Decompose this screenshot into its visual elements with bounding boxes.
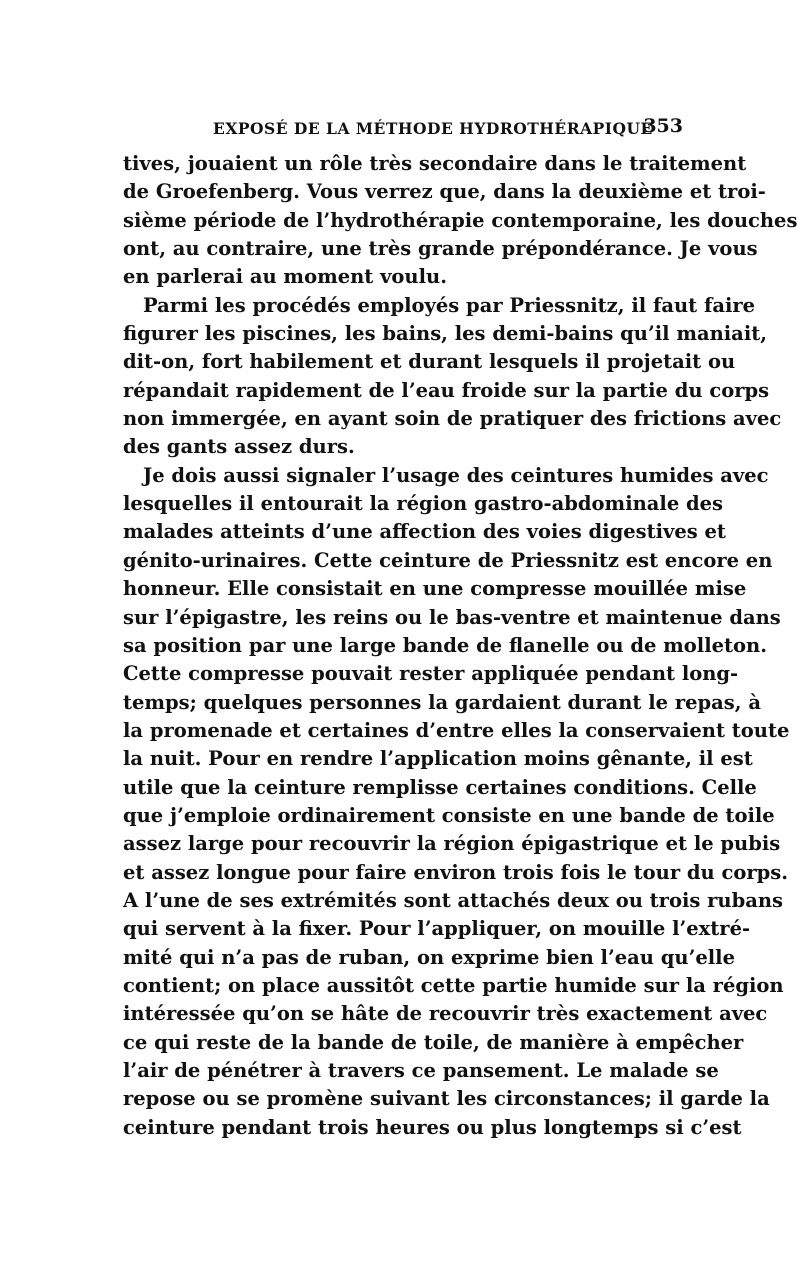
text-line: mité qui n’a pas de ruban, on exprime bien l’eau qu’elle (123, 945, 735, 969)
text-line: non immergée, en ayant soin de pratiquer des frictions avec (123, 407, 782, 431)
text-line: figurer les piscines, les bains, les demi-bains qu’il maniait, (123, 322, 768, 346)
text-line: la nuit. Pour en rendre l’application moins gênante, il est (123, 747, 753, 771)
text-line: sième période de l’hydrothérapie contemporaine, les douches (123, 208, 798, 232)
text-line: dit-on, fort habilement et durant lesquels il projetait ou (123, 350, 736, 374)
text-line: Parmi les procédés employés par Priessnitz, il faut faire (143, 293, 756, 317)
text-line: qui servent à la fixer. Pour l’appliquer, on mouille l’extré- (123, 917, 751, 941)
text-line: intéressée qu’on se hâte de recouvrir très exactement avec (123, 1002, 768, 1026)
text-line: en parlerai au moment voulu. (123, 265, 447, 289)
text-line: malades atteints d’une affection des voies digestives et (123, 520, 726, 544)
text-line: ce qui reste de la bande de toile, de manière à empêcher (123, 1030, 744, 1054)
text-line: l’air de pénétrer à travers ce pansement. Le malade se (123, 1059, 719, 1082)
text-line: lesquelles il entourait la région gastro-abdominale des (123, 492, 724, 516)
body-text (123, 150, 798, 1142)
running-header (123, 115, 683, 139)
text-line: ceinture pendant trois heures ou plus longtemps si c’est (123, 1115, 742, 1139)
page-number: 353 (643, 115, 683, 137)
text-line: la promenade et certaines d’entre elles la conservaient toute (123, 718, 790, 742)
text-line: honneur. Elle consistait en une compresse mouillée mise (123, 577, 747, 601)
text-line: sa position par une large bande de flanelle ou de molleton. (123, 633, 768, 657)
text-line: tives, jouaient un rôle très secondaire dans le traitement (123, 152, 747, 175)
text-line: et assez longue pour faire environ trois fois le tour du corps. (123, 860, 789, 884)
text-line: Je dois aussi signaler l’usage des ceintures humides avec (143, 463, 769, 487)
text-line: que j’emploie ordinairement consiste en une bande de toile (123, 803, 775, 827)
text-line: des gants assez durs. (123, 435, 355, 459)
text-line: génito-urinaires. Cette ceinture de Priessnitz est encore en (123, 548, 773, 572)
text-line: A l’une de ses extrémités sont attachés deux ou trois rubans (123, 888, 784, 912)
text-line: assez large pour recouvrir la région épigastrique et le pubis (123, 832, 781, 856)
text-line: ont, au contraire, une très grande prépondérance. Je vous (123, 237, 758, 261)
text-line: repose ou se promène suivant les circonstances; il garde la (123, 1087, 770, 1111)
text-line: répandait rapidement de l’eau froide sur la partie du corps (123, 378, 770, 402)
text-line: Cette compresse pouvait rester appliquée pendant long- (123, 662, 739, 686)
text-line: sur l’épigastre, les reins ou le bas-ventre et maintenue dans (123, 605, 781, 629)
text-line: de Groefenberg. Vous verrez que, dans la deuxième et troi- (123, 180, 766, 204)
text-line: temps; quelques personnes la gardaient durant le repas, à (123, 690, 761, 714)
text-line: contient; on place aussitôt cette partie humide sur la région (123, 973, 784, 997)
text-line: utile que la ceinture remplisse certaines conditions. Celle (123, 775, 757, 799)
running-head-title: EXPOSÉ DE LA MÉTHODE HYDROTHÉRAPIQUE (213, 119, 653, 138)
